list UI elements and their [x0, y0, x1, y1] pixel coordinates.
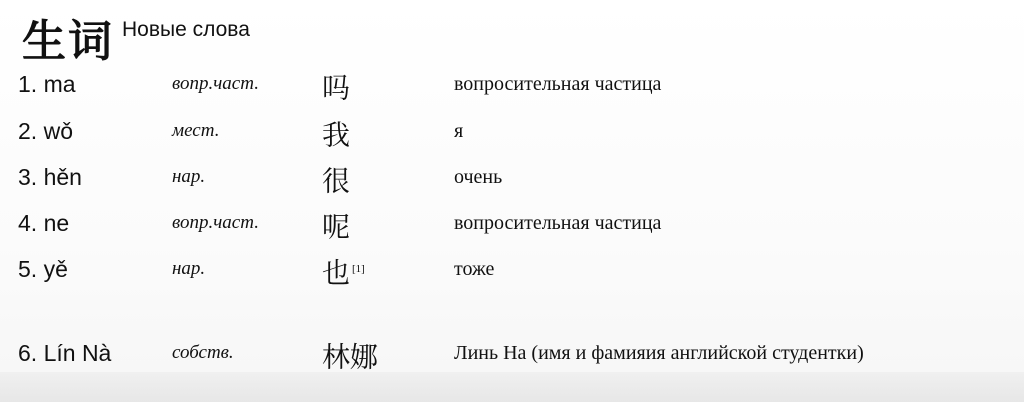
header-title-russian: Новые слова — [122, 18, 250, 41]
header-title-hanzi: 生词 — [22, 16, 114, 67]
vocab-number: 1. — [18, 71, 38, 97]
vocab-hanzi — [322, 157, 352, 201]
vocab-hanzi — [322, 111, 352, 155]
vocab-pinyin: yě — [43, 256, 68, 282]
vocab-number: 4. — [18, 210, 38, 236]
vocab-pinyin: ma — [43, 71, 76, 97]
vocab-row — [0, 249, 1024, 289]
vocab-meaning: вопросительная частица — [454, 73, 662, 95]
vocab-pinyin: Lín Nà — [43, 340, 112, 366]
vocab-row — [0, 111, 1024, 151]
vocab-hanzi-text: 也 — [322, 256, 351, 290]
vocab-number: 6. — [18, 340, 38, 366]
vocab-row — [0, 157, 1024, 197]
vocab-row — [0, 333, 1024, 373]
vocab-part-of-speech: вопр.част. — [172, 73, 259, 94]
vocab-entry — [18, 64, 76, 104]
vocab-footnote: [1] — [352, 263, 365, 275]
vocab-entry — [18, 157, 82, 197]
vocab-hanzi-text: 很 — [322, 164, 351, 198]
vocab-entry — [18, 203, 69, 243]
vocab-hanzi — [322, 64, 352, 108]
vocab-hanzi — [322, 249, 365, 293]
vocab-number: 5. — [18, 256, 38, 282]
vocab-part-of-speech: нар. — [172, 258, 206, 279]
vocab-hanzi-text: 呢 — [322, 210, 351, 244]
vocab-number: 2. — [18, 118, 38, 144]
vocab-entry — [18, 333, 111, 373]
vocab-part-of-speech: собств. — [172, 342, 234, 363]
vocab-meaning: я — [454, 120, 464, 142]
vocab-part-of-speech: нар. — [172, 166, 206, 187]
vocab-hanzi — [322, 333, 380, 377]
vocab-row — [0, 64, 1024, 104]
vocab-part-of-speech: вопр.част. — [172, 212, 259, 233]
vocab-hanzi-text: 吗 — [322, 71, 351, 105]
vocab-pinyin: hěn — [43, 164, 82, 190]
vocab-hanzi-text: 我 — [322, 118, 351, 152]
vocab-pinyin: ne — [43, 210, 70, 236]
vocab-meaning: тоже — [454, 258, 495, 280]
vocab-hanzi — [322, 203, 352, 247]
vocab-meaning: вопросительная частица — [454, 212, 662, 234]
vocab-number: 3. — [18, 164, 38, 190]
vocab-meaning: Линь На (имя и фамияия английской студентки) — [454, 342, 864, 364]
vocab-row — [0, 203, 1024, 243]
vocab-meaning: очень — [454, 166, 503, 188]
vocab-hanzi-text: 林娜 — [322, 340, 379, 374]
vocab-entry — [18, 249, 68, 289]
vocab-part-of-speech: мест. — [172, 120, 220, 141]
vocab-entry — [18, 111, 73, 151]
vocab-pinyin: wǒ — [43, 118, 73, 144]
